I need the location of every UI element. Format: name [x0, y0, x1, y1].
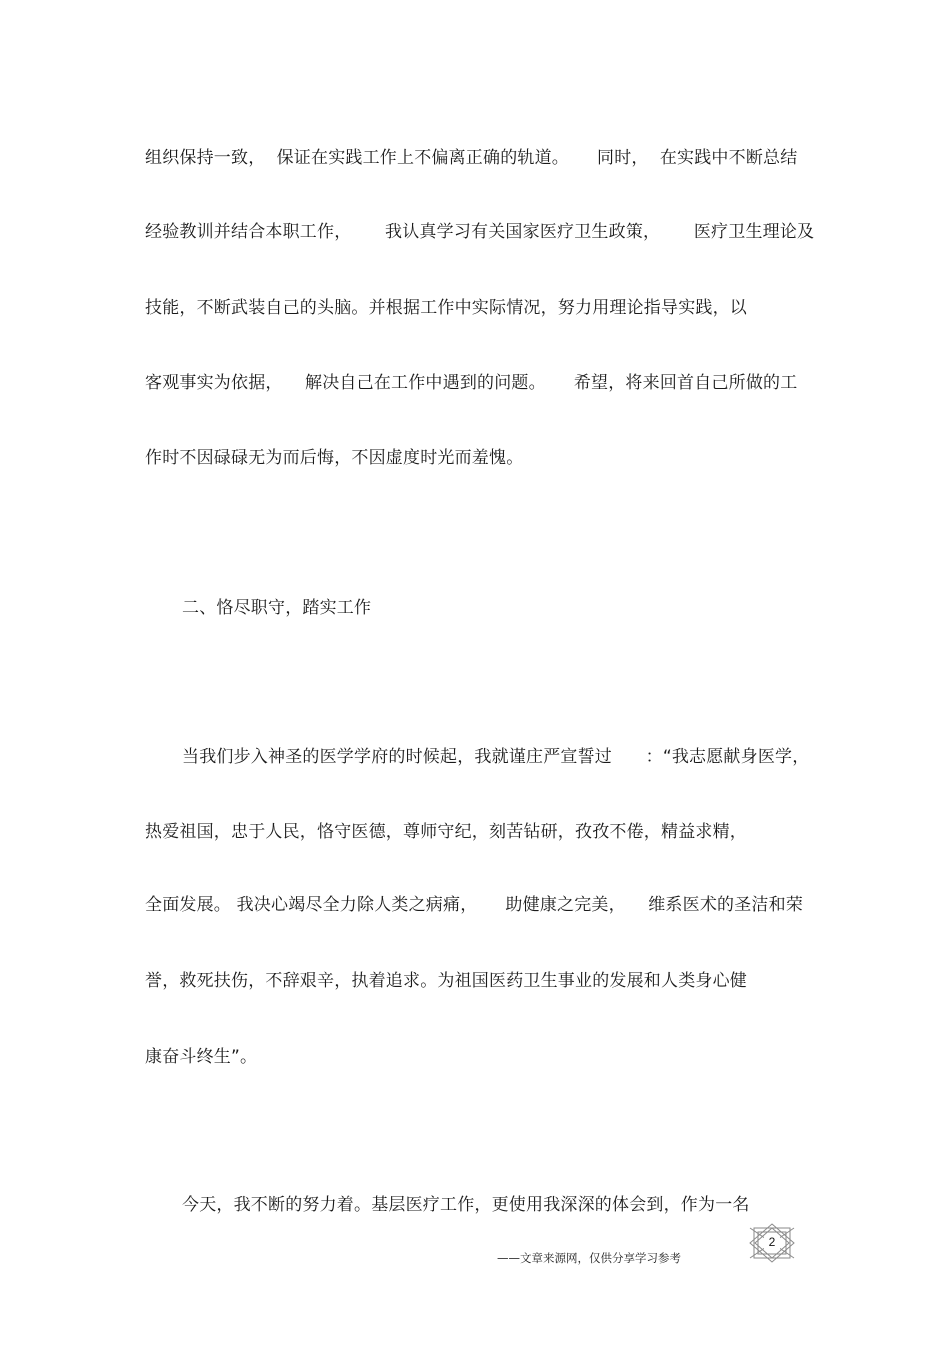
paragraph-today: 今天，我不断的努力着。基层医疗工作，更使用我深深的体会到，作为一名	[182, 1195, 750, 1215]
body-line-5: 作时不因碌碌无为而后悔，不因虚度时光而羞愧。	[145, 448, 524, 468]
page-number-badge	[748, 1223, 796, 1263]
oath-line-4: 誉，救死扶伤，不辞艰辛，执着追求。为祖国医药卫生事业的发展和人类身心健	[145, 971, 747, 991]
body-line-2: 经验教训并结合本职工作， 我认真学习有关国家医疗卫生政策， 医疗卫生理论及	[145, 222, 815, 242]
oath-line-5: 康奋斗终生”。	[145, 1047, 258, 1067]
section-heading: 二、恪尽职守，踏实工作	[182, 598, 372, 618]
body-line-3: 技能，不断武装自己的头脑。并根据工作中实际情况，努力用理论指导实践，以	[145, 298, 747, 318]
oath-line-1: 当我们步入神圣的医学学府的时候起，我就谨庄严宣誓过 ：“我志愿献身医学，	[182, 747, 810, 767]
body-line-4: 客观事实为依据， 解决自己在工作中遇到的问题。 希望，将来回首自己所做的工	[145, 373, 798, 393]
body-line-1: 组织保持一致， 保证在实践工作上不偏离正确的轨道。 同时， 在实践中不断总结	[145, 148, 798, 168]
page-number: 2	[768, 1235, 776, 1249]
oath-line-2: 热爱祖国，忠于人民，恪守医德，尊师守纪，刻苦钻研，孜孜不倦，精益求精，	[145, 822, 747, 842]
oath-line-3: 全面发展。 我决心竭尽全力除人类之病痛， 助健康之完美， 维系医术的圣洁和荣	[145, 895, 804, 915]
footer-source-note: ——文章来源网，仅供分享学习参考	[497, 1251, 681, 1265]
